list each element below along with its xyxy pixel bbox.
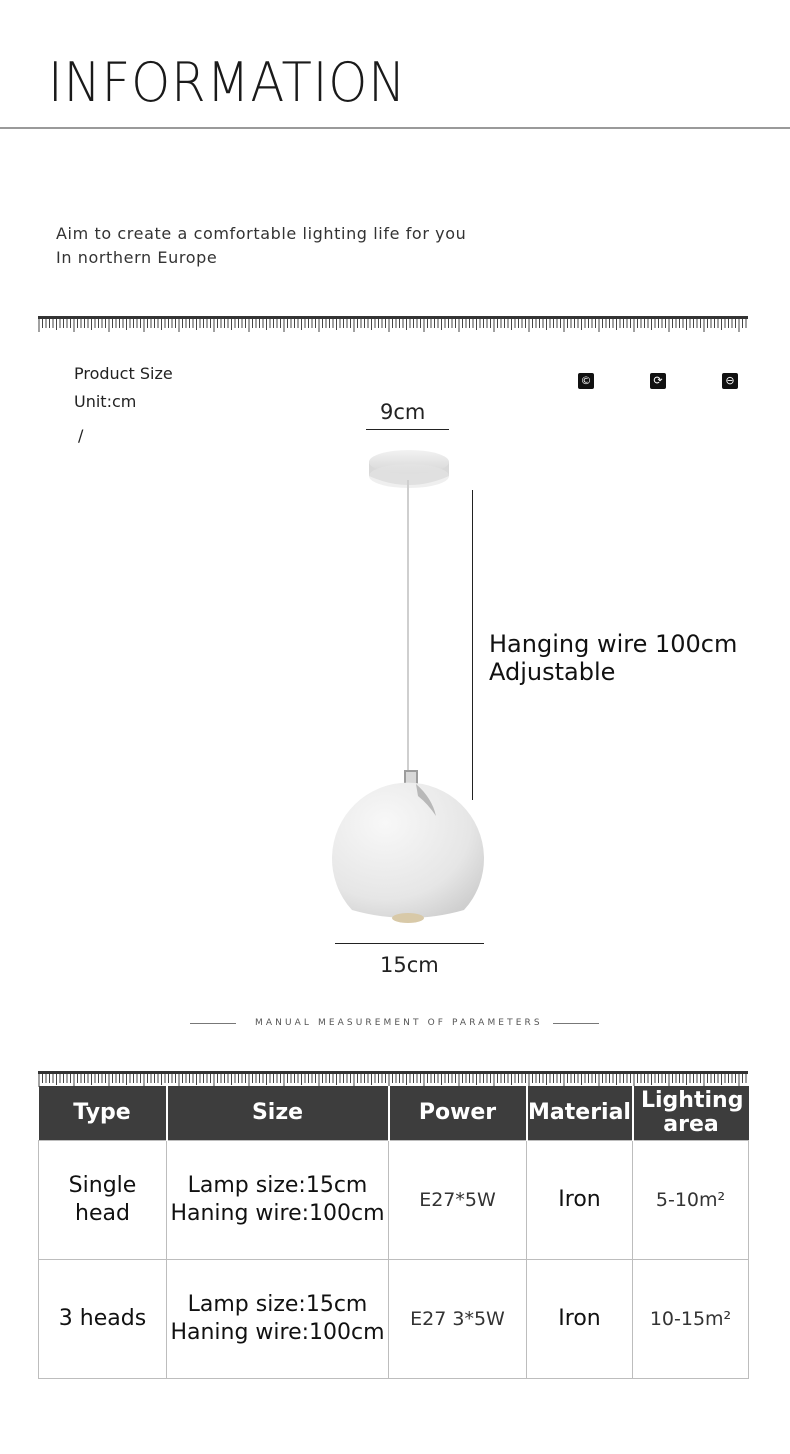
product-size-separator: / xyxy=(78,426,84,445)
tagline-line-1: Aim to create a comfortable lighting life for you xyxy=(56,224,467,243)
tagline-line-2: In northern Europe xyxy=(56,248,218,267)
canopy-width-label: 9cm xyxy=(380,400,426,424)
cell-lighting-area: 10-15m² xyxy=(633,1260,749,1379)
product-size-unit: Unit:cm xyxy=(74,392,137,411)
cell-type xyxy=(39,1141,167,1260)
table-header-row xyxy=(39,1086,749,1141)
header-material: Material xyxy=(527,1086,633,1141)
wire-dimension-line xyxy=(472,490,473,800)
hanging-wire xyxy=(407,480,409,775)
wire-size-text: Haning wire:100cm xyxy=(170,1201,385,1226)
lamp-shade xyxy=(328,770,488,930)
title-divider xyxy=(0,127,790,129)
header-lighting-area xyxy=(633,1086,749,1141)
table-row xyxy=(39,1141,749,1260)
type-text: Single head xyxy=(68,1173,137,1226)
ruler-divider-bottom xyxy=(38,1071,748,1087)
parameters-table xyxy=(38,1086,749,1379)
minus-circle-icon: ⊖ xyxy=(722,373,738,389)
caption-rule-right xyxy=(553,1023,599,1024)
ruler-baseline xyxy=(38,316,748,319)
shade-width-label: 15cm xyxy=(380,953,439,977)
header-size: Size xyxy=(167,1086,389,1141)
cell-material: Iron xyxy=(527,1260,633,1379)
ruler-baseline xyxy=(38,1071,748,1074)
cell-type: 3 heads xyxy=(39,1260,167,1379)
cell-lighting-area: 5-10m² xyxy=(633,1141,749,1260)
wire-size-text: Haning wire:100cm xyxy=(170,1320,385,1345)
ceiling-canopy xyxy=(367,442,451,494)
shade-dimension-line xyxy=(335,943,484,944)
copyright-icon: © xyxy=(578,373,594,389)
cell-material: Iron xyxy=(527,1141,633,1260)
caption-rule-left xyxy=(190,1023,236,1024)
refresh-icon: ⟳ xyxy=(650,373,666,389)
hanging-wire-label: Hanging wire 100cm xyxy=(489,630,738,658)
cell-power: E27 3*5W xyxy=(389,1260,527,1379)
page-title: INFORMATION xyxy=(48,51,407,114)
section-caption: MANUAL MEASUREMENT OF PARAMETERS xyxy=(255,1018,543,1028)
cell-power: E27*5W xyxy=(389,1141,527,1260)
table-row xyxy=(39,1260,749,1379)
ruler-divider-top xyxy=(38,316,748,332)
header-power: Power xyxy=(389,1086,527,1141)
adjustable-label: Adjustable xyxy=(489,658,616,686)
product-size-title: Product Size xyxy=(74,364,173,383)
cell-size xyxy=(167,1260,389,1379)
canopy-dimension-line xyxy=(366,429,449,430)
lamp-size-text: Lamp size:15cm xyxy=(187,1173,368,1198)
lamp-size-text: Lamp size:15cm xyxy=(187,1292,368,1317)
cell-size xyxy=(167,1141,389,1260)
header-lighting-area-text: Lighting area xyxy=(641,1088,744,1137)
header-type: Type xyxy=(39,1086,167,1141)
